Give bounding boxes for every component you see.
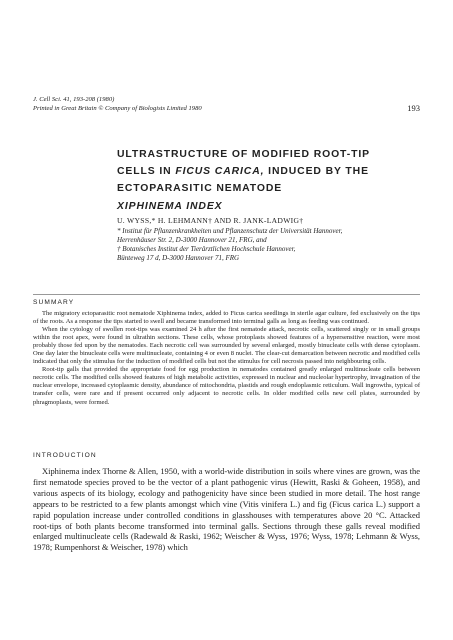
title-line-3: ECTOPARASITIC NEMATODE [117,183,283,195]
affiliation-line: * Institut für Pflanzenkrankheiten und Pflanzenschutz der Universität Hannover, [117,227,343,235]
affiliation-line: Herrenhäuser Str. 2, D-3000 Hannover 21, FRG, and [117,236,267,244]
summary-paragraph: When the cytology of swollen root-tips was examined 24 h after the first nematode attack, necrotic cells, scattered singly or in small groups within the root apex, were found in ultrathin sections. These cells, whose protoplasts showed features of a hypersensitive reaction, were most probably those fed upon by the nematodes. Each necrotic cell was surrounded by several enlarged, mostly binucleate cells with dense cytoplasm. One day later the binucleate cells were multinucleate, containing 4 or even 8 nuclei. The clear-cut demarcation between necrotic and modified cells indicated that only the stimulus for the induction of modified cells but not the stimulus for cell necrosis passed into neighbouring cells. [33,326,420,366]
summary-paragraph: The migratory ectoparasitic root nematode Xiphinema index, added to Ficus carica seedlings in sterile agar culture, fed exclusively on the tips of the roots. As a response the tips started to swell and became transformed into terminal galls as long as feeding was continued. [33,310,420,326]
title-line-1: ULTRASTRUCTURE OF MODIFIED ROOT-TIP [117,149,370,160]
title-line-2 [117,163,437,180]
author-names: U. WYSS,* H. LEHMANN† AND R. JANK-LADWIG† [117,216,304,225]
paper-title [117,146,437,215]
title-line-2-post: INDUCED BY THE [264,166,369,178]
page-number: 193 [407,103,420,113]
affiliation-line: † Botanisches Institut der Tierärztlichen Hochschule Hannover, [117,245,296,253]
author-block [117,216,437,263]
journal-citation [33,96,202,113]
affiliation-line: Bünteweg 17 d, D-3000 Hannover 71, FRG [117,254,240,262]
title-line-4: XIPHINEMA INDEX [117,200,223,212]
summary-heading: SUMMARY [33,299,75,306]
title-line-2-pre: CELLS IN [117,166,176,178]
introduction-body [33,466,420,553]
printed-line: Printed in Great Britain © Company of Biologists Limited 1980 [33,104,202,112]
citation-line: J. Cell Sci. 41, 193-208 (1980) [33,96,115,103]
section-divider [33,294,420,295]
introduction-paragraph: Xiphinema index Thorne & Allen, 1950, with a world-wide distribution in soils where vines are grown, was the first nematode species proved to be the vector of a plant pathogenic virus (Hewitt, Raski & Goheen, 1958), and various aspects of its biology, ecology and pathogenicity have since been studied in more detail. The host range appears to be restricted to a few plants amongst which vine (Vitis vinifera L.) and fig (Ficus carica L.) support a rapid population increase under controlled conditions in glasshouses with temperatures above 20 °C. Attacked root-tips of both plants become transformed into terminal galls. Sections through these galls reveal modified enlarged multinucleate cells (Radewald & Raski, 1962; Weischer & Wyss, 1976; Wyss, 1978; Lehmann & Wyss, 1978; Rumpenhorst & Weischer, 1978) which [33,466,420,553]
title-line-2-italic: FICUS CARICA, [175,166,265,178]
summary-body [33,310,420,407]
summary-paragraph: Root-tip galls that provided the appropriate food for egg production in nematodes contained greatly enlarged multinucleate cells between necrotic cells. The modified cells showed features of high metabolic activities, expressed in nuclear and nucleolar hypertrophy, invagination of the nuclear envelope, increased cytoplasmic density, abundance of mitochondria, plastids and rough endoplasmic reticulum. Wall ingrowths, typical of transfer cells, were rare and if present occurred only adjacent to necrotic cells. In older modified cells new cell plates, surrounded by phragmoplasts, were formed. [33,366,420,406]
introduction-heading: INTRODUCTION [33,452,97,459]
